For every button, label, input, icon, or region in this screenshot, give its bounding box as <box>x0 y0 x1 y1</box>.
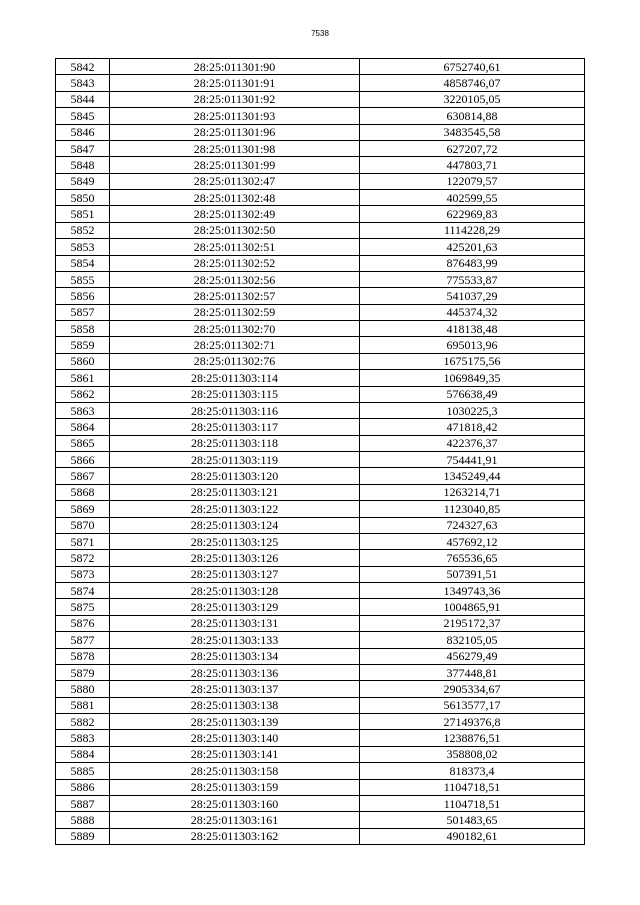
value-cell: 1069849,35 <box>360 370 585 386</box>
value-cell: 425201,63 <box>360 239 585 255</box>
cadastral-number-cell: 28:25:011303:134 <box>110 648 360 664</box>
table-row <box>56 517 585 533</box>
cadastral-number-cell: 28:25:011302:76 <box>110 353 360 369</box>
value-cell: 27149376,8 <box>360 714 585 730</box>
row-number-cell: 5862 <box>56 386 110 402</box>
cadastral-number-cell: 28:25:011302:71 <box>110 337 360 353</box>
table-row <box>56 763 585 779</box>
table-row <box>56 206 585 222</box>
value-cell: 1675175,56 <box>360 353 585 369</box>
table-row <box>56 681 585 697</box>
cadastral-number-cell: 28:25:011301:96 <box>110 124 360 140</box>
row-number-cell: 5869 <box>56 501 110 517</box>
value-cell: 1114228,29 <box>360 222 585 238</box>
table-row <box>56 812 585 828</box>
row-number-cell: 5889 <box>56 828 110 844</box>
cadastral-number-cell: 28:25:011302:57 <box>110 288 360 304</box>
cadastral-number-cell: 28:25:011301:99 <box>110 157 360 173</box>
page-number: 7538 <box>311 29 329 38</box>
table-row <box>56 91 585 107</box>
row-number-cell: 5846 <box>56 124 110 140</box>
table-row <box>56 75 585 91</box>
table-row <box>56 648 585 664</box>
cadastral-number-cell: 28:25:011303:127 <box>110 566 360 582</box>
cadastral-number-cell: 28:25:011303:117 <box>110 419 360 435</box>
row-number-cell: 5883 <box>56 730 110 746</box>
value-cell: 765536,65 <box>360 550 585 566</box>
table-row <box>56 419 585 435</box>
cadastral-number-cell: 28:25:011303:114 <box>110 370 360 386</box>
cadastral-number-cell: 28:25:011301:98 <box>110 140 360 156</box>
value-cell: 1030225,3 <box>360 402 585 418</box>
cadastral-number-cell: 28:25:011303:137 <box>110 681 360 697</box>
value-cell: 445374,32 <box>360 304 585 320</box>
table-row <box>56 566 585 582</box>
row-number-cell: 5842 <box>56 59 110 75</box>
row-number-cell: 5873 <box>56 566 110 582</box>
table-row <box>56 632 585 648</box>
value-cell: 471818,42 <box>360 419 585 435</box>
value-cell: 1123040,85 <box>360 501 585 517</box>
row-number-cell: 5843 <box>56 75 110 91</box>
row-number-cell: 5879 <box>56 664 110 680</box>
row-number-cell: 5851 <box>56 206 110 222</box>
value-cell: 507391,51 <box>360 566 585 582</box>
cadastral-number-cell: 28:25:011303:141 <box>110 746 360 762</box>
value-cell: 5613577,17 <box>360 697 585 713</box>
row-number-cell: 5854 <box>56 255 110 271</box>
row-number-cell: 5864 <box>56 419 110 435</box>
table-row <box>56 353 585 369</box>
row-number-cell: 5881 <box>56 697 110 713</box>
cadastral-number-cell: 28:25:011303:139 <box>110 714 360 730</box>
table-row <box>56 255 585 271</box>
value-cell: 630814,88 <box>360 108 585 124</box>
value-cell: 3220105,05 <box>360 91 585 107</box>
table-row <box>56 533 585 549</box>
table-row <box>56 222 585 238</box>
cadastral-value-table <box>55 58 585 845</box>
row-number-cell: 5849 <box>56 173 110 189</box>
cadastral-number-cell: 28:25:011302:47 <box>110 173 360 189</box>
row-number-cell: 5860 <box>56 353 110 369</box>
table-row <box>56 714 585 730</box>
cadastral-number-cell: 28:25:011303:159 <box>110 779 360 795</box>
cadastral-number-cell: 28:25:011303:128 <box>110 583 360 599</box>
value-cell: 457692,12 <box>360 533 585 549</box>
value-cell: 418138,48 <box>360 321 585 337</box>
cadastral-number-cell: 28:25:011301:92 <box>110 91 360 107</box>
table-row <box>56 779 585 795</box>
value-cell: 1104718,51 <box>360 779 585 795</box>
value-cell: 377448,81 <box>360 664 585 680</box>
row-number-cell: 5847 <box>56 140 110 156</box>
row-number-cell: 5866 <box>56 452 110 468</box>
value-cell: 490182,61 <box>360 828 585 844</box>
row-number-cell: 5888 <box>56 812 110 828</box>
table-row <box>56 157 585 173</box>
cadastral-number-cell: 28:25:011303:158 <box>110 763 360 779</box>
cadastral-number-cell: 28:25:011303:121 <box>110 484 360 500</box>
cadastral-number-cell: 28:25:011301:90 <box>110 59 360 75</box>
table-row <box>56 59 585 75</box>
cadastral-number-cell: 28:25:011303:161 <box>110 812 360 828</box>
table-row <box>56 386 585 402</box>
table-row <box>56 664 585 680</box>
cadastral-number-cell: 28:25:011303:118 <box>110 435 360 451</box>
table-row <box>56 435 585 451</box>
table-row <box>56 337 585 353</box>
cadastral-number-cell: 28:25:011302:49 <box>110 206 360 222</box>
table-row <box>56 304 585 320</box>
value-cell: 754441,91 <box>360 452 585 468</box>
table-row <box>56 108 585 124</box>
value-cell: 1238876,51 <box>360 730 585 746</box>
cadastral-number-cell: 28:25:011303:162 <box>110 828 360 844</box>
table-row <box>56 173 585 189</box>
cadastral-number-cell: 28:25:011303:115 <box>110 386 360 402</box>
row-number-cell: 5882 <box>56 714 110 730</box>
value-cell: 775533,87 <box>360 271 585 287</box>
cadastral-number-cell: 28:25:011303:136 <box>110 664 360 680</box>
cadastral-number-cell: 28:25:011302:59 <box>110 304 360 320</box>
cadastral-number-cell: 28:25:011303:120 <box>110 468 360 484</box>
value-cell: 358808,02 <box>360 746 585 762</box>
row-number-cell: 5877 <box>56 632 110 648</box>
table-row <box>56 550 585 566</box>
row-number-cell: 5875 <box>56 599 110 615</box>
cadastral-number-cell: 28:25:011303:133 <box>110 632 360 648</box>
cadastral-number-cell: 28:25:011303:122 <box>110 501 360 517</box>
table-row <box>56 190 585 206</box>
table-row <box>56 140 585 156</box>
table-body <box>56 59 585 845</box>
value-cell: 622969,83 <box>360 206 585 222</box>
cadastral-number-cell: 28:25:011302:70 <box>110 321 360 337</box>
table-row <box>56 730 585 746</box>
value-cell: 1004865,91 <box>360 599 585 615</box>
table-row <box>56 239 585 255</box>
row-number-cell: 5871 <box>56 533 110 549</box>
row-number-cell: 5853 <box>56 239 110 255</box>
cadastral-number-cell: 28:25:011301:91 <box>110 75 360 91</box>
row-number-cell: 5887 <box>56 795 110 811</box>
cadastral-number-cell: 28:25:011302:52 <box>110 255 360 271</box>
value-cell: 122079,57 <box>360 173 585 189</box>
cadastral-number-cell: 28:25:011303:129 <box>110 599 360 615</box>
row-number-cell: 5856 <box>56 288 110 304</box>
value-cell: 3483545,58 <box>360 124 585 140</box>
value-cell: 6752740,61 <box>360 59 585 75</box>
cadastral-number-cell: 28:25:011303:131 <box>110 615 360 631</box>
value-cell: 1349743,36 <box>360 583 585 599</box>
value-cell: 818373,4 <box>360 763 585 779</box>
table-row <box>56 271 585 287</box>
table-row <box>56 484 585 500</box>
value-cell: 402599,55 <box>360 190 585 206</box>
cadastral-number-cell: 28:25:011302:56 <box>110 271 360 287</box>
row-number-cell: 5861 <box>56 370 110 386</box>
row-number-cell: 5855 <box>56 271 110 287</box>
cadastral-number-cell: 28:25:011303:125 <box>110 533 360 549</box>
cadastral-number-cell: 28:25:011302:50 <box>110 222 360 238</box>
value-cell: 422376,37 <box>360 435 585 451</box>
row-number-cell: 5845 <box>56 108 110 124</box>
value-cell: 724327,63 <box>360 517 585 533</box>
value-cell: 501483,65 <box>360 812 585 828</box>
value-cell: 4858746,07 <box>360 75 585 91</box>
row-number-cell: 5848 <box>56 157 110 173</box>
cadastral-number-cell: 28:25:011303:160 <box>110 795 360 811</box>
value-cell: 1345249,44 <box>360 468 585 484</box>
table-row <box>56 795 585 811</box>
row-number-cell: 5850 <box>56 190 110 206</box>
row-number-cell: 5872 <box>56 550 110 566</box>
value-cell: 2195172,37 <box>360 615 585 631</box>
row-number-cell: 5859 <box>56 337 110 353</box>
value-cell: 2905334,67 <box>360 681 585 697</box>
table-row <box>56 501 585 517</box>
value-cell: 876483,99 <box>360 255 585 271</box>
table-row <box>56 402 585 418</box>
row-number-cell: 5863 <box>56 402 110 418</box>
cadastral-number-cell: 28:25:011303:116 <box>110 402 360 418</box>
value-cell: 1263214,71 <box>360 484 585 500</box>
row-number-cell: 5858 <box>56 321 110 337</box>
row-number-cell: 5884 <box>56 746 110 762</box>
table-row <box>56 288 585 304</box>
cadastral-number-cell: 28:25:011303:140 <box>110 730 360 746</box>
cadastral-number-cell: 28:25:011303:126 <box>110 550 360 566</box>
value-cell: 576638,49 <box>360 386 585 402</box>
table-row <box>56 468 585 484</box>
table-row <box>56 370 585 386</box>
cadastral-number-cell: 28:25:011302:51 <box>110 239 360 255</box>
table-row <box>56 599 585 615</box>
row-number-cell: 5868 <box>56 484 110 500</box>
row-number-cell: 5880 <box>56 681 110 697</box>
table-row <box>56 697 585 713</box>
row-number-cell: 5885 <box>56 763 110 779</box>
cadastral-number-cell: 28:25:011301:93 <box>110 108 360 124</box>
table-row <box>56 583 585 599</box>
row-number-cell: 5852 <box>56 222 110 238</box>
table-row <box>56 321 585 337</box>
value-cell: 1104718,51 <box>360 795 585 811</box>
value-cell: 456279,49 <box>360 648 585 664</box>
row-number-cell: 5886 <box>56 779 110 795</box>
row-number-cell: 5865 <box>56 435 110 451</box>
row-number-cell: 5867 <box>56 468 110 484</box>
value-cell: 447803,71 <box>360 157 585 173</box>
table-row <box>56 828 585 844</box>
cadastral-number-cell: 28:25:011303:119 <box>110 452 360 468</box>
row-number-cell: 5844 <box>56 91 110 107</box>
row-number-cell: 5876 <box>56 615 110 631</box>
cadastral-number-cell: 28:25:011302:48 <box>110 190 360 206</box>
value-cell: 832105,05 <box>360 632 585 648</box>
table-row <box>56 452 585 468</box>
cadastral-number-cell: 28:25:011303:124 <box>110 517 360 533</box>
value-cell: 627207,72 <box>360 140 585 156</box>
table-row <box>56 746 585 762</box>
row-number-cell: 5870 <box>56 517 110 533</box>
table-row <box>56 124 585 140</box>
table-row <box>56 615 585 631</box>
value-cell: 541037,29 <box>360 288 585 304</box>
value-cell: 695013,96 <box>360 337 585 353</box>
row-number-cell: 5857 <box>56 304 110 320</box>
row-number-cell: 5878 <box>56 648 110 664</box>
row-number-cell: 5874 <box>56 583 110 599</box>
cadastral-number-cell: 28:25:011303:138 <box>110 697 360 713</box>
